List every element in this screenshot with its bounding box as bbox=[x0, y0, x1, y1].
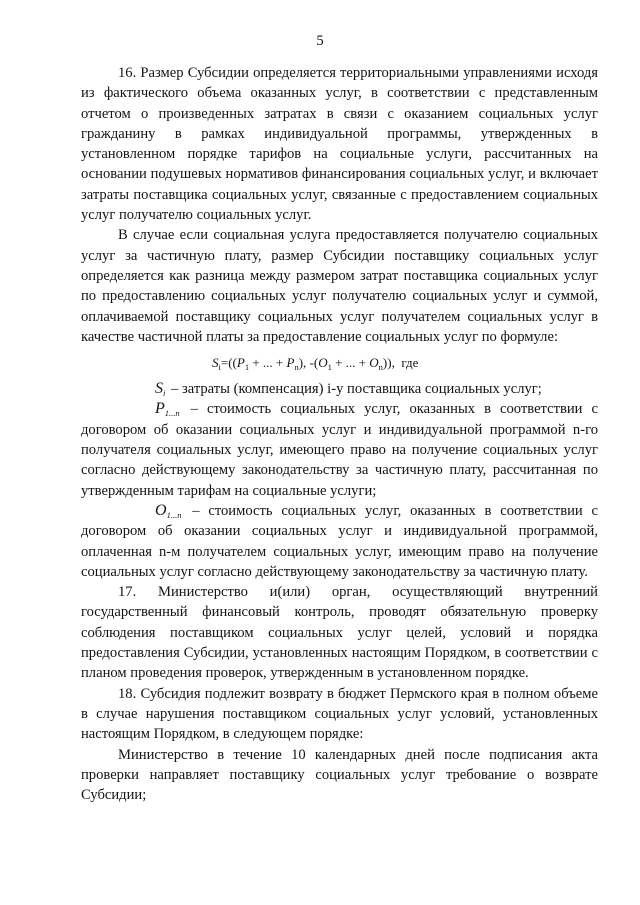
formula-part-5: )), bbox=[382, 355, 395, 371]
definition-p bbox=[81, 399, 598, 500]
definition-s-symbol: $S_i$ bbox=[155, 380, 166, 399]
formula-p1: P bbox=[236, 355, 245, 371]
document-body bbox=[81, 63, 598, 805]
formula-s-sub: i bbox=[218, 362, 221, 373]
formula-p1-sub: 1 bbox=[244, 362, 250, 373]
formula-o1-sub: 1 bbox=[327, 362, 332, 373]
paragraph-ministry-requirement: Министерство в течение 10 календарных дней после подписания акта проверки направляет поставщику социальных услуг требование о возврате Субсидии; bbox=[81, 746, 598, 804]
formula-on: O bbox=[369, 355, 379, 371]
formula-pn-sub: n bbox=[294, 362, 299, 373]
definition-p-symbol: $P_{1...n}$ bbox=[155, 400, 180, 419]
page-number: 5 bbox=[316, 33, 324, 49]
formula-pn: P bbox=[286, 355, 295, 371]
definition-p-text: – стоимость социальных услуг, оказанных в соответствии с договором об оказании социальных услуг и индивидуальной программой n-го получателя социальных услуг, имеющего право на получение социальных услуг согласно действующему законодательству за частичную плату, рассчитанная по утвержденным тарифам на социальные услуги; bbox=[81, 401, 598, 499]
definition-s bbox=[81, 379, 598, 399]
formula-part-3: ), -( bbox=[298, 355, 319, 371]
formula-o1: O bbox=[318, 355, 328, 371]
formula-part-4: + ... + bbox=[331, 355, 370, 371]
formula-on-sub: n bbox=[378, 362, 383, 373]
formula-s: S bbox=[212, 355, 219, 371]
definition-o-text: – стоимость социальных услуг, оказанных в соответствии с договором об оказании социальных услуг и индивидуальной программой, оплаченная n-м получателем социальных услуг, имеющим право на получение социальных услуг согласно действующему законодательству за частичную плату. bbox=[81, 502, 598, 580]
definition-o-symbol: $O_{1...n}$ bbox=[155, 501, 182, 520]
paragraph-18: 18. Субсидия подлежит возврату в бюджет Пермского края в полном объеме в случае нарушения поставщиком социальных услуг условий, установленных настоящим Порядком, в следующем порядке: bbox=[81, 685, 598, 743]
formula-where: где bbox=[401, 355, 419, 371]
paragraph-partial-payment: В случае если социальная услуга предоставляется получателю социальных услуг за частичную плату, размер Субсидии поставщику социальных услуг определяется как разница между размером затрат поставщика социальных услуг по предоставлению социальных услуг получателю социальных услуг и суммой, оплачиваемой поставщику социальных услуг получателем социальных услуг в качестве частичной платы за предоставление социальных услуг по формуле: bbox=[81, 227, 598, 345]
definition-o bbox=[81, 501, 598, 582]
formula-part-2: + ... + bbox=[249, 355, 287, 371]
paragraph-17: 17. Министерство и(или) орган, осуществляющий внутренний государственный финансовый контроль, проводят обязательную проверку соблюдения поставщиком социальных услуг целей, условий и порядка предоставления Субсидии, установленных настоящим Порядком, в соответствии с планом проведения проверок, утвержденным в установленном порядке. bbox=[81, 584, 598, 682]
paragraph-16: 16. Размер Субсидии определяется территориальными управлениями исходя из фактического объема оказанных услуг, в соответствии с представленным отчетом о произведенных затратах в связи с оказанием социальных услуг гражданину в рамках индивидуальной программы, утвержденных в установленном порядке тарифов на социальные услуги, рассчитанных на основании подушевых нормативов финансирования социальных услуг, и включает затраты поставщика социальных услуг, связанные с предоставлением социальных услуг получателю социальных услуг. bbox=[81, 65, 598, 224]
subsidy-formula bbox=[81, 354, 598, 372]
formula-part-1: =(( bbox=[220, 355, 237, 371]
definition-s-text: – затраты (компенсация) i-у поставщика социальных услуг; bbox=[167, 381, 542, 398]
